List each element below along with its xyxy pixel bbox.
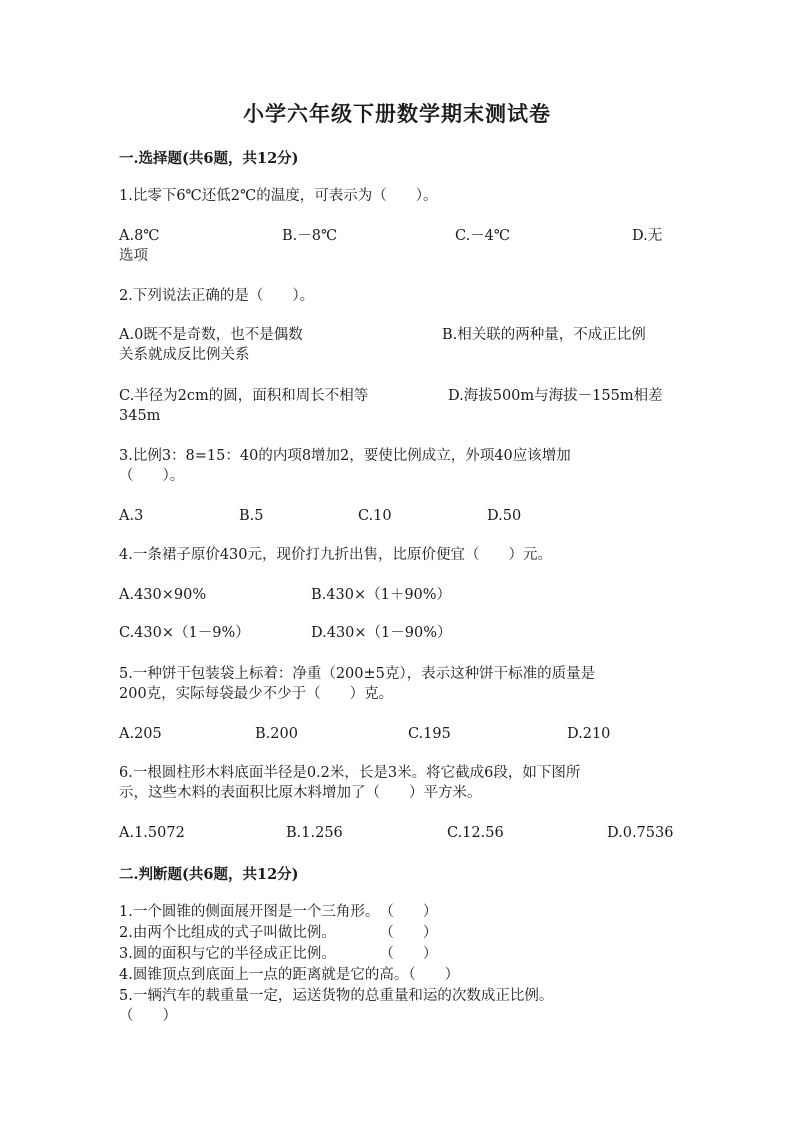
q1-option-d-wrap: 选项 <box>119 248 148 264</box>
q1-option-b: B.－8℃ <box>282 228 338 244</box>
q3-option-d: D.50 <box>487 508 522 524</box>
section-heading-judge: 二.判断题(共6题，共12分) <box>119 866 299 883</box>
judge-item-4: 4.圆锥顶点到底面上一点的距离就是它的高。（ ） <box>119 967 460 983</box>
q6-option-c: C.12.56 <box>447 825 504 841</box>
question-6-text-cont: 示，这些木料的表面积比原木料增加了（ ）平方米。 <box>119 785 482 801</box>
question-5-text-cont: 200克，实际每袋最少不少于（ ）克。 <box>119 686 394 702</box>
q2-option-b-wrap: 关系就成反比例关系 <box>119 347 250 363</box>
judge-item-2: 2.由两个比组成的式子叫做比例。 （ ） <box>119 925 438 941</box>
judge-item-5-paren: （ ） <box>119 1008 177 1024</box>
q2-option-b: B.相关联的两种量，不成正比例 <box>442 327 646 343</box>
question-5-text: 5.一种饼干包装袋上标着：净重（200±5克），表示这种饼干标准的质量是 <box>119 666 596 682</box>
q4-option-c: C.430×（1－9%） <box>119 625 250 641</box>
q6-option-d: D.0.7536 <box>607 825 674 841</box>
page-title: 小学六年级下册数学期末测试卷 <box>243 101 551 126</box>
q1-option-c: C.－4℃ <box>455 228 511 244</box>
q6-option-b: B.1.256 <box>286 825 343 841</box>
q5-option-b: B.200 <box>255 726 298 742</box>
q2-option-a: A.0既不是奇数，也不是偶数 <box>119 327 303 343</box>
q5-option-c: C.195 <box>408 726 451 742</box>
judge-item-1: 1.一个圆锥的侧面展开图是一个三角形。 （ ） <box>119 904 438 920</box>
question-6-text: 6.一根圆柱形木料底面半径是0.2米，长是3米。将它截成6段，如下图所 <box>119 765 581 781</box>
judge-item-5: 5.一辆汽车的载重量一定，运送货物的总重量和运的次数成正比例。 <box>119 988 554 1004</box>
q4-option-a: A.430×90% <box>119 587 207 603</box>
q2-option-c: C.半径为2cm的圆，面积和周长不相等 <box>119 388 369 404</box>
q6-option-a: A.1.5072 <box>119 825 185 841</box>
section-heading-choice: 一.选择题(共6题，共12分) <box>119 150 299 167</box>
q5-option-a: A.205 <box>119 726 162 742</box>
q4-option-b: B.430×（1＋90%） <box>311 587 452 603</box>
q1-option-d: D.无 <box>632 228 663 244</box>
q3-option-a: A.3 <box>119 508 144 524</box>
q2-option-d: D.海拔500m与海拔－155m相差 <box>448 388 663 404</box>
question-3-text: 3.比例3：8=15：40的内项8增加2，要使比例成立，外项40应该增加 <box>119 448 571 464</box>
q4-option-d: D.430×（1－90%） <box>311 625 452 641</box>
question-4-text: 4.一条裙子原价430元，现价打九折出售，比原价便宜（ ）元。 <box>119 547 553 563</box>
q1-option-a: A.8℃ <box>119 228 160 244</box>
question-2-text: 2.下列说法正确的是（ ）。 <box>119 288 315 304</box>
question-1-text: 1.比零下6℃还低2℃的温度，可表示为（ ）。 <box>119 188 438 204</box>
q3-option-b: B.5 <box>239 508 264 524</box>
question-3-text-cont: （ ）。 <box>119 468 185 484</box>
q2-option-d-wrap: 345m <box>119 408 161 424</box>
judge-item-3: 3.圆的面积与它的半径成正比例。 （ ） <box>119 946 438 962</box>
q5-option-d: D.210 <box>567 726 611 742</box>
q3-option-c: C.10 <box>358 508 392 524</box>
